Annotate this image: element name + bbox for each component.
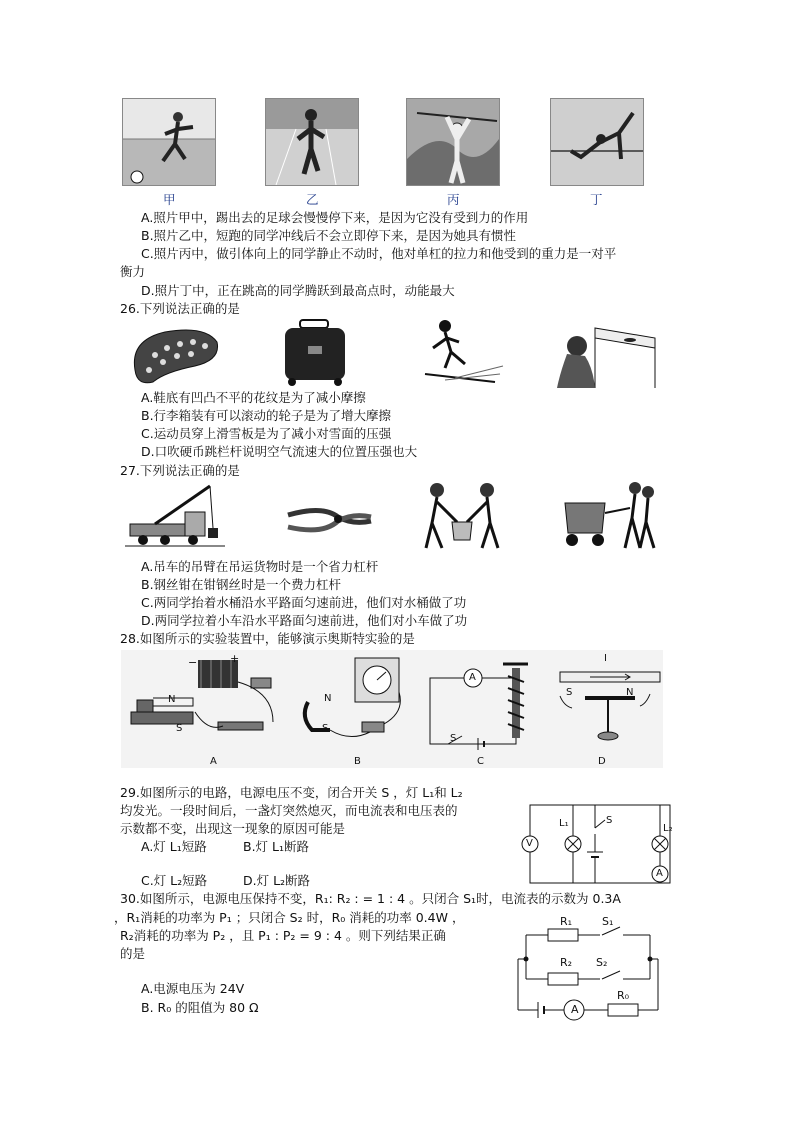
- q30-s2-label: S₂: [596, 956, 608, 969]
- q25-option-a: A.照片甲中，踢出去的足球会慢慢停下来，是因为它没有受到力的作用: [141, 210, 529, 225]
- caption-ding: 丁: [590, 192, 603, 207]
- q29-voltmeter-label: V: [526, 838, 533, 849]
- q29-l2-label: L₂: [663, 823, 673, 834]
- q25-option-c-cont: 衡力: [120, 264, 146, 279]
- q29-option-c: C.灯 L₂短路: [141, 873, 208, 888]
- q28-b-s-label: S: [322, 723, 329, 734]
- luggage-illustration: [280, 318, 350, 388]
- photo-high-jump: [550, 98, 644, 186]
- q25-option-c: C.照片丙中，做引体向上的同学静止不动时，他对单杠的拉力和他受到的重力是一对平: [141, 246, 617, 261]
- q28-a-n-label: N: [168, 694, 176, 705]
- q30-s1-label: S₁: [602, 915, 614, 928]
- photo-pull-up: [406, 98, 500, 186]
- pull-cart-illustration: [560, 478, 660, 553]
- q30-line-4: 的是: [120, 946, 146, 961]
- q28-apparatus-a: [123, 652, 293, 752]
- q28-c-ammeter-label: A: [469, 672, 476, 683]
- q30-r0-label: R₀: [617, 989, 630, 1002]
- q29-ammeter-label: A: [656, 868, 663, 879]
- q30-line-1: 30.如图所示，电源电压保持不变，R₁: R₂ : = 1 : 4 。只闭合 S₁时，电流表的示数为 0.3A: [120, 891, 621, 906]
- q28-d-n-label: N: [626, 687, 634, 698]
- q29-line-3: 示数都不变，出现这一现象的原因可能是: [120, 821, 346, 836]
- q28-a-s-label: S: [176, 723, 183, 734]
- q26-option-c: C.运动员穿上滑雪板是为了减小对雪面的压强: [141, 426, 392, 441]
- q28-c-s-label: S: [450, 733, 457, 744]
- skier-illustration: [415, 318, 505, 388]
- q28-d-current-label: I: [604, 653, 607, 664]
- q30-circuit-diagram: [508, 915, 673, 1025]
- q28-label-b: B: [354, 756, 361, 767]
- caption-jia: 甲: [163, 192, 176, 207]
- q26-option-a: A.鞋底有凹凸不平的花纹是为了减小摩擦: [141, 390, 366, 405]
- q30-option-a: A.电源电压为 24V: [141, 981, 245, 996]
- q27-option-b: B.钢丝钳在钳钢丝时是一个费力杠杆: [141, 577, 342, 592]
- q28-stem: 28.如图所示的实验装置中，能够演示奥斯特实验的是: [120, 631, 415, 646]
- q27-option-c: C.两同学抬着水桶沿水平路面匀速前进，他们对水桶做了功: [141, 595, 467, 610]
- q28-label-d: D: [598, 756, 606, 767]
- q29-option-a: A.灯 L₁短路: [141, 839, 207, 854]
- q28-label-c: C: [477, 756, 484, 767]
- q30-line-3: R₂消耗的功率为 P₂ ，且 P₁ : P₂ = 9 : 4 。则下列结果正确: [120, 928, 446, 943]
- q29-option-b: B.灯 L₁断路: [243, 839, 309, 854]
- q26-option-b: B.行李箱装有可以滚动的轮子是为了增大摩擦: [141, 408, 392, 423]
- q28-apparatus-b: [300, 652, 420, 752]
- caption-bing: 丙: [447, 192, 460, 207]
- q29-line-1: 29.如图所示的电路，电源电压不变，闭合开关 S ，灯 L₁和 L₂: [120, 785, 463, 800]
- q30-option-b: B. R₀ 的阻值为 80 Ω: [141, 1000, 259, 1015]
- shoe-sole-illustration: [125, 320, 225, 390]
- crane-truck-illustration: [125, 482, 225, 552]
- carry-bucket-illustration: [412, 478, 512, 553]
- q25-option-b: B.照片乙中，短跑的同学冲线后不会立即停下来，是因为她具有惯性: [141, 228, 517, 243]
- q27-option-a: A.吊车的吊臂在吊运货物时是一个省力杠杆: [141, 559, 379, 574]
- q27-option-d: D.两同学拉着小车沿水平路面匀速前进，他们对小车做了功: [141, 613, 468, 628]
- q25-option-d: D.照片丁中，正在跳高的同学腾跃到最高点时，动能最大: [141, 283, 455, 298]
- q30-r2-label: R₂: [560, 956, 573, 969]
- q28-a-plus: +: [230, 652, 240, 665]
- q30-r1-label: R₁: [560, 915, 573, 928]
- q28-d-s-label: S: [566, 687, 573, 698]
- q26-option-d: D.口吹硬币跳栏杆说明空气流速大的位置压强也大: [141, 444, 418, 459]
- q27-stem: 27.下列说法正确的是: [120, 463, 240, 478]
- q29-option-d: D.灯 L₂断路: [243, 873, 311, 888]
- q28-label-a: A: [210, 756, 217, 767]
- q28-apparatus-c: [428, 656, 538, 756]
- q30-ammeter-label: A: [571, 1003, 579, 1016]
- q29-line-2: 均发光。一段时间后，一盏灯突然熄灭，而电流表和电压表的: [120, 803, 458, 818]
- q29-l1-label: L₁: [559, 818, 569, 829]
- photo-soccer-kick: [122, 98, 216, 186]
- pliers-illustration: [283, 495, 373, 545]
- q28-a-minus: −: [188, 656, 198, 669]
- q28-b-n-label: N: [324, 693, 332, 704]
- coin-blow-illustration: [555, 318, 660, 388]
- caption-yi: 乙: [306, 192, 319, 207]
- q26-stem: 26.下列说法正确的是: [120, 301, 240, 316]
- q29-switch-label: S: [606, 815, 613, 826]
- q30-line-2: ，R₁消耗的功率为 P₁ ；只闭合 S₂ 时，R₀ 消耗的功率 0.4W ，: [114, 910, 465, 925]
- photo-sprint-finish: [265, 98, 359, 186]
